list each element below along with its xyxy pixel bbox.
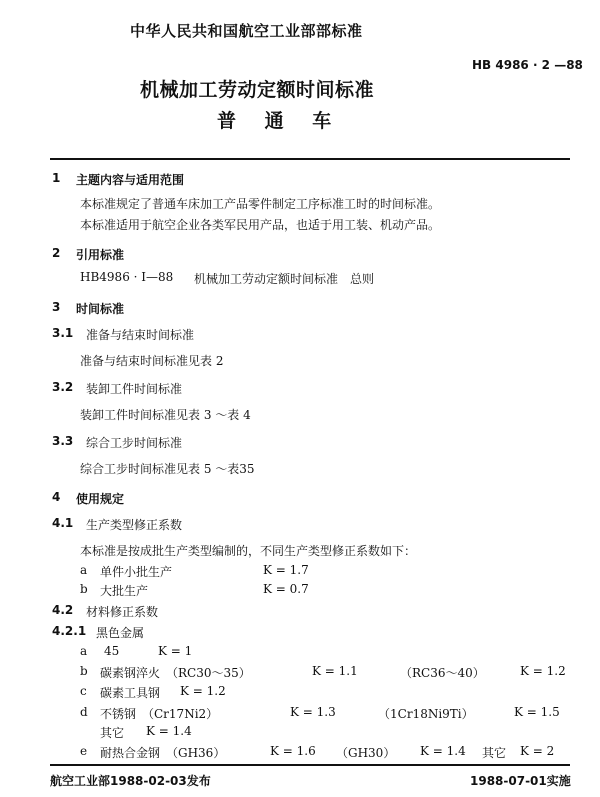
- reference-code: HB4986 · Ⅰ—88: [80, 270, 174, 284]
- list-item-condition: （1Cr18Ni9Ti）: [378, 707, 474, 721]
- list-item-value: K = 1.5: [514, 705, 560, 719]
- list-item-mark: e: [80, 744, 88, 758]
- list-item-mark: b: [80, 582, 88, 596]
- list-item-mark: b: [80, 664, 88, 678]
- list-item-label: 45: [104, 644, 120, 658]
- section-3-3-heading: 综合工步时间标准: [86, 436, 183, 450]
- list-item-value: K = 1: [158, 644, 193, 658]
- list-item-label: 其它: [100, 726, 125, 740]
- list-item-label: 耐热合金钢 （GH36）: [100, 746, 226, 760]
- section-3-2-number: 3.2: [52, 380, 74, 394]
- section-2-number: 2: [52, 246, 61, 260]
- section-2-heading: 引用标准: [76, 248, 125, 262]
- list-item-label: 单件小批生产: [100, 565, 173, 579]
- section-3-number: 3: [52, 300, 61, 314]
- section-4-1-heading: 生产类型修正系数: [86, 518, 183, 532]
- list-item-label: 其它: [482, 746, 507, 760]
- list-item-label: 碳素钢淬火 （RC30～35）: [100, 666, 251, 680]
- reference-title: 机械加工劳动定额时间标准 总则: [194, 272, 375, 286]
- section-3-3-number: 3.3: [52, 434, 74, 448]
- section-4-1-text: 本标准是按成批生产类型编制的，不同生产类型修正系数如下：: [80, 544, 417, 558]
- list-item-condition: （GH30）: [336, 746, 396, 760]
- list-item-value: K = 0.7: [263, 582, 309, 596]
- section-4-1-number: 4.1: [52, 516, 74, 530]
- list-item-value: K = 1.7: [263, 563, 309, 577]
- section-1-paragraph-1: 本标准规定了普通车床加工产品零件制定工序标准工时的时间标准。: [80, 197, 441, 211]
- list-item-label: 碳素工具钢: [100, 686, 161, 700]
- top-divider: [50, 158, 570, 160]
- section-3-3-text: 综合工步时间标准见表 5 ～表35: [80, 462, 255, 476]
- document-title: 机械加工劳动定额时间标准: [140, 79, 375, 101]
- document-subtitle: 普 通 车: [217, 110, 334, 132]
- list-item-mark: c: [80, 684, 87, 698]
- issue-date: 航空工业部1988-02-03发布: [50, 774, 211, 788]
- list-item-value: K = 1.6: [270, 744, 316, 758]
- section-3-heading: 时间标准: [76, 302, 125, 316]
- list-item-value: K = 1.4: [146, 724, 192, 738]
- section-3-1-number: 3.1: [52, 326, 74, 340]
- section-3-2-heading: 装卸工件时间标准: [86, 382, 183, 396]
- section-4-2-1-heading: 黑色金属: [96, 626, 145, 640]
- section-3-1-heading: 准备与结束时间标准: [86, 328, 195, 342]
- list-item-value: K = 1.4: [420, 744, 466, 758]
- list-item-mark: d: [80, 705, 88, 719]
- section-1-paragraph-2: 本标准适用于航空企业各类军民用产品，也适于用工装、机动产品。: [80, 218, 441, 232]
- section-3-2-text: 装卸工件时间标准见表 3 ～表 4: [80, 408, 251, 422]
- list-item-value: K = 1.2: [180, 684, 226, 698]
- standard-number: HB 4986 · 2 —88: [472, 58, 583, 72]
- list-item-value: K = 1.3: [290, 705, 336, 719]
- list-item-label: 不锈钢 （Cr17Ni2）: [100, 707, 219, 721]
- list-item-mark: a: [80, 563, 88, 577]
- section-4-2-1-number: 4.2.1: [52, 624, 87, 638]
- list-item-condition: （RC36～40）: [400, 666, 485, 680]
- section-4-heading: 使用规定: [76, 492, 125, 506]
- section-3-1-text: 准备与结束时间标准见表 2: [80, 354, 224, 368]
- list-item-value: K = 1.2: [520, 664, 566, 678]
- organization-title: 中华人民共和国航空工业部部标准: [130, 22, 363, 40]
- list-item-value: K = 2: [520, 744, 555, 758]
- section-1-number: 1: [52, 171, 61, 185]
- section-4-2-number: 4.2: [52, 603, 74, 617]
- section-4-number: 4: [52, 490, 61, 504]
- list-item-mark: a: [80, 644, 88, 658]
- section-4-2-heading: 材料修正系数: [86, 605, 159, 619]
- list-item-label: 大批生产: [100, 584, 149, 598]
- section-1-heading: 主题内容与适用范围: [76, 173, 185, 187]
- list-item-value: K = 1.1: [312, 664, 358, 678]
- bottom-divider: [50, 764, 570, 766]
- effective-date: 1988-07-01实施: [470, 774, 571, 788]
